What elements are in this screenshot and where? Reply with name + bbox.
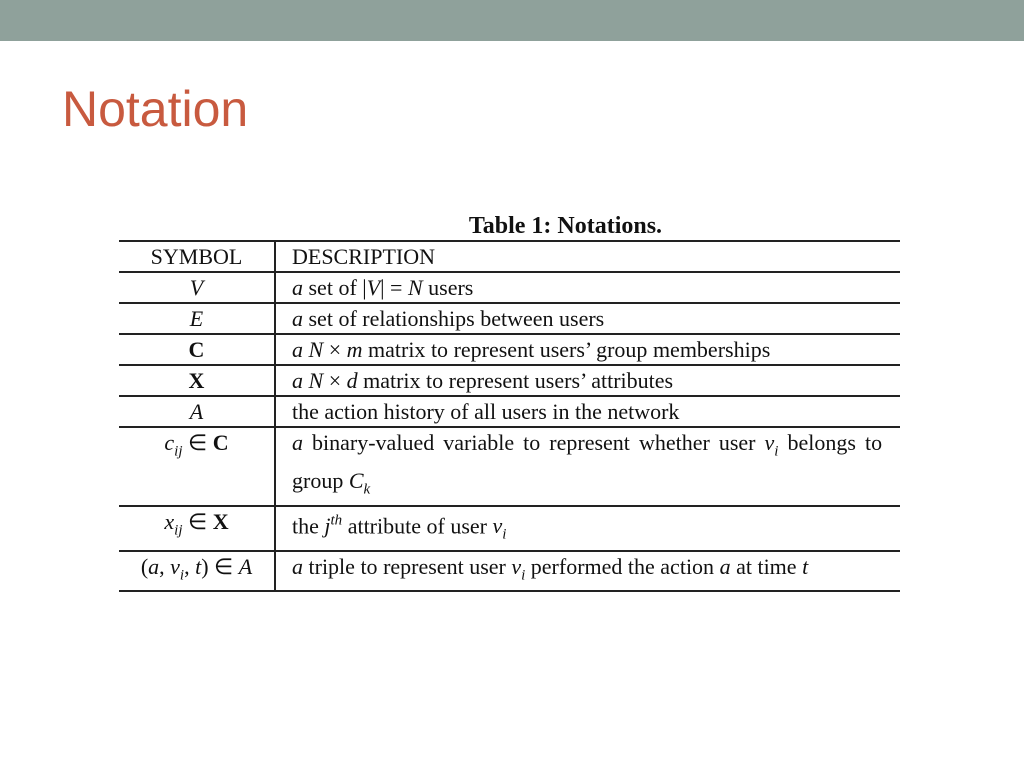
column-header-symbol: SYMBOL bbox=[119, 241, 275, 272]
table-caption: Table 1: Notations. bbox=[468, 213, 663, 239]
description-cell: the $j^{th}$ attribute of user $v_i$ bbox=[292, 512, 507, 543]
symbol-cell: $c_{ij}$ ∈ C bbox=[119, 427, 275, 506]
table-row bbox=[119, 427, 900, 506]
symbol-cell: $x_{ij}$ ∈ X bbox=[119, 506, 275, 551]
table-row bbox=[119, 303, 900, 334]
description-cell: a binary-valued variable to represent whether user $v_i$ belongs to group $C_k$ bbox=[292, 430, 883, 498]
symbol-cell: C bbox=[119, 334, 275, 365]
description-cell: a N × m matrix to represent users’ group memberships bbox=[292, 337, 771, 362]
description-cell: a set of relationships between users bbox=[292, 306, 605, 331]
description-cell: a N × d matrix to represent users’ attributes bbox=[292, 368, 674, 393]
symbol-cell: A bbox=[119, 396, 275, 427]
description-cell: a set of |V| = N users bbox=[292, 275, 474, 300]
symbol-cell: E bbox=[119, 303, 275, 334]
table-row bbox=[119, 506, 900, 551]
table-row bbox=[119, 396, 900, 427]
slide-title: Notation bbox=[62, 81, 249, 137]
table-header-row bbox=[119, 241, 900, 272]
top-accent-bar bbox=[0, 0, 1024, 41]
table-row bbox=[119, 551, 900, 591]
notation-table bbox=[119, 240, 900, 592]
table-row bbox=[119, 334, 900, 365]
symbol-cell: X bbox=[119, 365, 275, 396]
symbol-cell: V bbox=[119, 272, 275, 303]
description-cell: the action history of all users in the network bbox=[292, 399, 680, 424]
description-cell: a triple to represent user $v_i$ performed the action a at time t bbox=[292, 553, 809, 583]
column-header-description: DESCRIPTION bbox=[292, 244, 436, 269]
table-row bbox=[119, 365, 900, 396]
table-row bbox=[119, 272, 900, 303]
symbol-cell: (a, $v_i$, t) ∈ A bbox=[119, 551, 275, 591]
notation-table-figure bbox=[119, 212, 900, 592]
